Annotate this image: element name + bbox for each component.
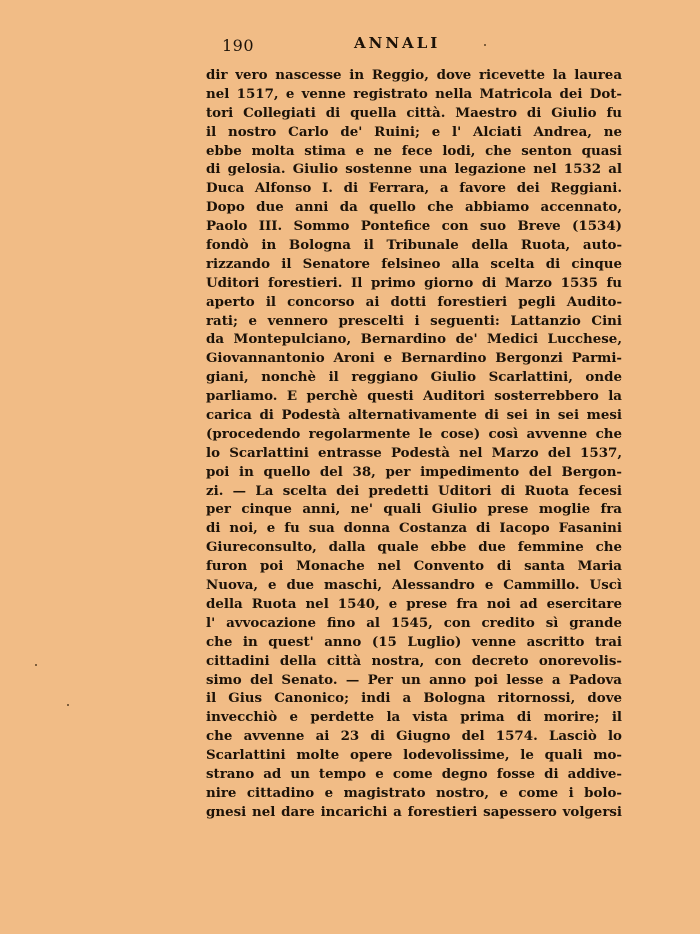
ink-speck bbox=[35, 664, 37, 666]
text-line: giani, nonchè il reggiano Giulio Scarlattini, onde bbox=[206, 369, 622, 386]
text-line: dir vero nascesse in Reggio, dove ricevette la laurea bbox=[206, 67, 622, 83]
text-line: che in quest' anno (15 Luglio) venne ascritto trai bbox=[206, 633, 622, 650]
text-line: da Montepulciano, Bernardino de' Medici Lucchese, bbox=[206, 331, 622, 348]
page-number: 190 bbox=[222, 36, 255, 55]
text-line: di noi, e fu sua donna Costanza di Iacopo Fasanini bbox=[206, 520, 622, 537]
text-line: Paolo III. Sommo Pontefice con suo Breve (1534) bbox=[206, 218, 622, 235]
running-title: ANNALI bbox=[354, 34, 441, 52]
text-line: rizzando il Senatore felsineo alla scelta di cinque bbox=[206, 255, 622, 272]
text-line: invecchiò e perdette la vista prima di morire; il bbox=[206, 709, 622, 726]
text-line: fondò in Bologna il Tribunale della Ruota, auto- bbox=[206, 237, 622, 254]
text-line: per cinque anni, ne' quali Giulio prese moglie fra bbox=[206, 501, 622, 518]
body-text bbox=[206, 66, 622, 822]
text-line: nel 1517, e venne registrato nella Matricola dei Dot- bbox=[206, 85, 622, 102]
text-line: il nostro Carlo de' Ruini; e l' Alciati Andrea, ne bbox=[206, 123, 622, 140]
text-line: ebbe molta stima e ne fece lodi, che senton quasi bbox=[206, 142, 622, 159]
ink-speck bbox=[67, 704, 69, 706]
text-line: tori Collegiati di quella città. Maestro di Giulio fu bbox=[206, 104, 622, 121]
text-line: Dopo due anni da quello che abbiamo accennato, bbox=[206, 199, 622, 216]
text-line: cittadini della città nostra, con decreto onorevolis- bbox=[206, 652, 622, 669]
text-line: (procedendo regolarmente le cose) così avvenne che bbox=[206, 425, 622, 442]
text-line: Duca Alfonso I. di Ferrara, a favore dei Reggiani. bbox=[206, 180, 622, 197]
text-line: furon poi Monache nel Convento di santa Maria bbox=[206, 558, 622, 575]
text-line: Uditori forestieri. Il primo giorno di Marzo 1535 fu bbox=[206, 274, 622, 291]
text-line: aperto il concorso ai dotti forestieri pegli Audito- bbox=[206, 293, 622, 310]
text-line: rati; e vennero prescelti i seguenti: Lattanzio Cini bbox=[206, 312, 622, 329]
text-line: carica di Podestà alternativamente di sei in sei mesi bbox=[206, 407, 622, 424]
text-line: lo Scarlattini entrasse Podestà nel Marzo del 1537, bbox=[206, 444, 622, 461]
text-line: il Gius Canonico; indi a Bologna ritornossi, dove bbox=[206, 690, 622, 707]
text-line: di gelosia. Giulio sostenne una legazione nel 1532 al bbox=[206, 161, 622, 178]
text-line: poi in quello del 38, per impedimento del Bergon- bbox=[206, 463, 622, 480]
text-line: della Ruota nel 1540, e prese fra noi ad esercitare bbox=[206, 595, 622, 612]
text-line: parliamo. E perchè questi Auditori sosterrebbero la bbox=[206, 388, 622, 405]
page-header bbox=[222, 30, 622, 60]
text-line: Giovannantonio Aroni e Bernardino Bergonzi Parmi- bbox=[206, 350, 622, 367]
text-line: Scarlattini molte opere lodevolissime, le quali mo- bbox=[206, 747, 622, 764]
text-line: che avvenne ai 23 di Giugno del 1574. Lasciò lo bbox=[206, 728, 622, 745]
text-line: gnesi nel dare incarichi a forestieri sapessero volgersi bbox=[206, 803, 622, 820]
text-line: nire cittadino e magistrato nostro, e come i bolo- bbox=[206, 784, 622, 801]
text-line: zi. — La scelta dei predetti Uditori di Ruota fecesi bbox=[206, 482, 622, 499]
ink-speck bbox=[484, 44, 486, 46]
text-line: Giureconsulto, dalla quale ebbe due femmine che bbox=[206, 539, 622, 556]
text-line: l' avvocazione fino al 1545, con credito sì grande bbox=[206, 614, 622, 631]
text-line: simo del Senato. — Per un anno poi lesse a Padova bbox=[206, 671, 622, 688]
text-line: strano ad un tempo e come degno fosse di addive- bbox=[206, 765, 622, 782]
text-line: Nuova, e due maschi, Alessandro e Cammillo. Uscì bbox=[206, 577, 622, 594]
